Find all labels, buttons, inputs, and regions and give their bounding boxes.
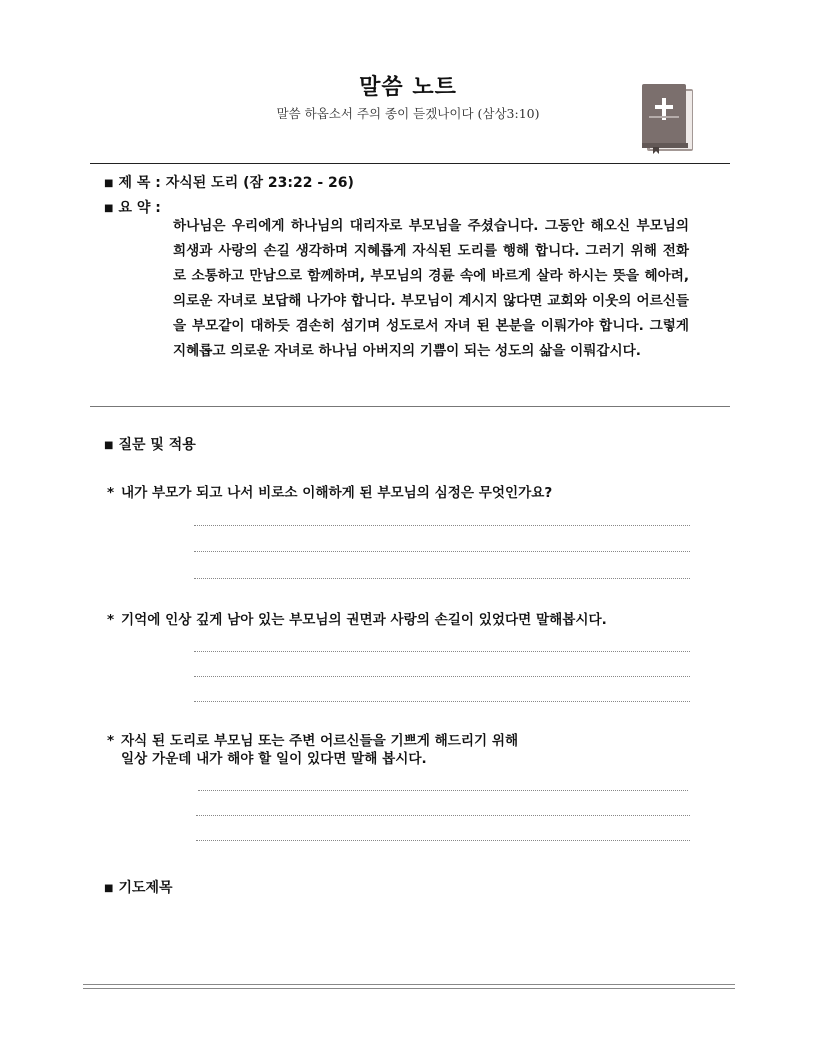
questions-heading: ■ 질문 및 적용 xyxy=(104,437,196,453)
question-text: 자식 된 도리로 부모님 또는 주변 어르신들을 기쁘게 해드리기 위해 xyxy=(121,733,519,749)
summary-label: 요 약 : xyxy=(118,200,161,216)
bible-icon xyxy=(641,83,695,155)
section-divider xyxy=(90,406,730,407)
answer-line[interactable] xyxy=(194,551,690,552)
footer-divider xyxy=(83,984,735,989)
square-bullet-icon: ■ xyxy=(104,178,114,189)
question-text: 내가 부모가 되고 나서 비로소 이해하게 된 부모님의 심정은 무엇인가요? xyxy=(121,485,553,501)
asterisk-icon: * xyxy=(107,733,115,749)
question-1 xyxy=(107,482,552,504)
sermon-title-value: 자식된 도리 (잠 23:22 - 26) xyxy=(165,175,354,191)
square-bullet-icon: ■ xyxy=(104,203,114,214)
header-divider xyxy=(90,163,730,164)
page-subtitle: 말씀 하옵소서 주의 종이 듣겠나이다 (삼상3:10) xyxy=(276,106,540,121)
answer-line[interactable] xyxy=(194,701,690,702)
page-title: 말씀 노트 xyxy=(359,75,457,100)
square-bullet-icon: ■ xyxy=(104,440,114,451)
sermon-title-label: 제 목 : xyxy=(118,175,161,191)
asterisk-icon: * xyxy=(107,612,115,628)
summary-label-row xyxy=(104,197,161,217)
answer-line[interactable] xyxy=(198,790,688,791)
summary-text: 하나님은 우리에게 하나님의 대리자로 부모님을 주셨습니다. 그동안 해오신 부모님의 희생과 사랑의 손길 생각하며 지혜롭게 자식된 도리를 행해 합니다. 그러기 위해 전화로 소통하고 만남으로 함께하며, 부모님의 경륜 속에 바르게 살라 하시는 뜻을 헤아려, 의로운 자녀로 보답해 나가야 합니다. 부모님이 계시지 않다면 교회와 이웃의 어르신들을 부모같이 대하듯 겸손히 섬기며 성도로서 자녀 된 본분을 이뤄가야 합니다. 그렇게 지혜롭고 의로운 자녀로 하나님 아버지의 기쁨이 되는 성도의 삶을 이뤄갑시다. xyxy=(173,218,689,359)
question-3-continued: 일상 가운데 내가 해야 할 일이 있다면 말해 봅시다. xyxy=(121,751,427,767)
prayer-heading: ■ 기도제목 xyxy=(104,880,173,896)
square-bullet-icon: ■ xyxy=(104,883,114,894)
answer-line[interactable] xyxy=(194,651,690,652)
asterisk-icon: * xyxy=(107,485,115,501)
question-2 xyxy=(107,609,607,631)
answer-line[interactable] xyxy=(196,815,690,816)
sermon-title-row xyxy=(104,172,354,192)
question-text: 기억에 인상 깊게 남아 있는 부모님의 권면과 사랑의 손길이 있었다면 말해봅시다. xyxy=(121,612,607,628)
answer-line[interactable] xyxy=(194,676,690,677)
prayer-area[interactable] xyxy=(120,900,700,970)
answer-line[interactable] xyxy=(196,840,690,841)
answer-line[interactable] xyxy=(194,525,690,526)
answer-line[interactable] xyxy=(194,578,690,579)
